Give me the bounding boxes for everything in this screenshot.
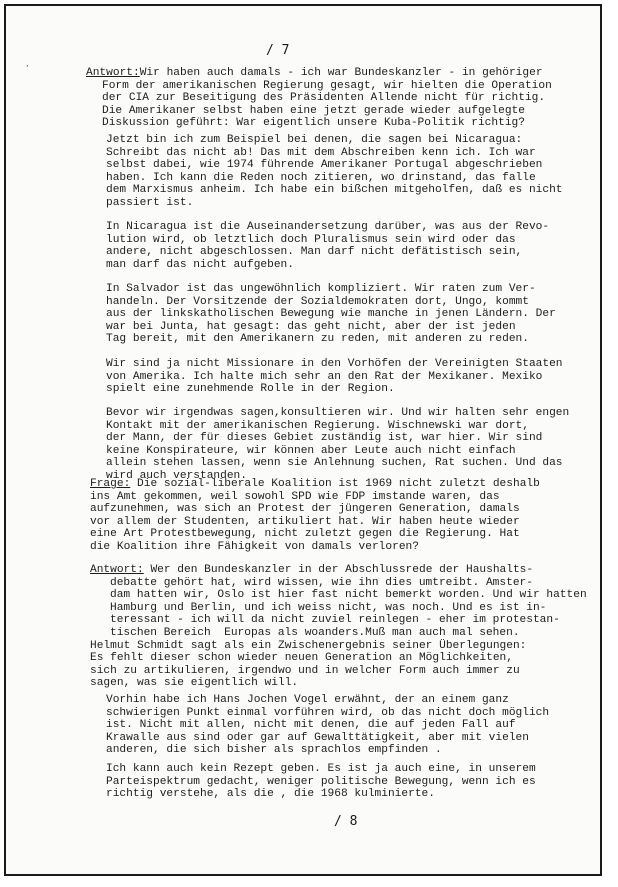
text-line: In Salvador ist das ungewöhnlich kompliziert. Wir raten zum Ver- xyxy=(106,283,536,295)
text-line: aus der linkskatholischen Bewegung wie manche in jenen Ländern. Der xyxy=(106,308,556,321)
text-line: Diskussion geführt: War eigentlich unsere Kuba-Politik richtig? xyxy=(102,117,525,130)
text-line: richtig verstehe, als die , die 1968 kulminierte. xyxy=(106,788,435,801)
page-edge xyxy=(602,0,618,887)
text-line: ist. Nicht mit allen, nicht mit denen, die auf jeden Fall auf xyxy=(106,719,516,732)
text-line: sagen, was sie eigentlich will. xyxy=(90,677,299,690)
text-paragraph xyxy=(106,134,563,210)
text-line: Krawalle aus sind oder gar auf Gewalttätigkeit, aber mit vielen xyxy=(106,731,529,744)
text-line: Schreibt das nicht ab! Das mit dem Abschreiben kenn ich. Ich war xyxy=(106,146,536,159)
text-line: spielt eine zunehmende Rolle in der Region. xyxy=(106,383,395,396)
text-line: Vorhin habe ich Hans Jochen Vogel erwähnt, der an einem ganz xyxy=(106,694,509,706)
text-line: Kontakt mit der amerikanischen Regierung. Wischnewski war dort, xyxy=(106,419,529,432)
text-paragraph xyxy=(106,283,556,346)
text-line: eine Art Protestbewegung, nicht zuletzt gegen die Regierung. Hat xyxy=(90,528,520,541)
text-line: Wir sind ja nicht Missionare in den Vorhöfen der Vereinigten Staaten xyxy=(106,358,563,370)
text-line: wird auch verstanden. xyxy=(106,469,247,482)
text-line: man darf das nicht aufgeben. xyxy=(106,258,294,271)
text-line: Bevor wir irgendwas sagen,konsultieren wir. Und wir halten sehr engen xyxy=(106,407,570,419)
text-line: keine Konspirateure, wir können aber Leute auch nicht einfach xyxy=(106,444,516,457)
text-line: Ich kann auch kein Rezept geben. Es ist ja auch eine, in unserem xyxy=(106,763,536,775)
text-line: In Nicaragua ist die Auseinandersetzung darüber, was aus der Revo- xyxy=(106,221,550,233)
text-paragraph xyxy=(106,407,569,483)
question-label: Frage: xyxy=(90,478,131,490)
text-line: ins Amt gekommen, weil sowohl SPD wie FDP imstande waren, das xyxy=(90,490,500,503)
text-line: andere, nicht abgeschlossen. Man darf nicht defätistisch sein, xyxy=(106,246,523,259)
text-line: die Koalition ihre Fähigkeit von damals verloren? xyxy=(90,540,419,553)
text-line: teressant - ich will da nicht zuviel reinlegen - eher im protestan- xyxy=(110,614,560,627)
text-line: der Mann, der für dieses Gebiet zuständig ist, war hier. Wir sind xyxy=(106,432,543,445)
text-line: allein stehen lassen, wenn sie Anlehnung suchen, Rat suchen. Und das xyxy=(106,457,563,470)
text-line: Hamburg und Berlin, und ich weiss nicht, was noch. Und es ist in- xyxy=(110,601,547,614)
text-line: Die Amerikaner selbst haben eine jetzt gerade wieder aufgelegte xyxy=(102,104,525,117)
answer-label: Antwort: xyxy=(90,564,144,576)
text-line: Wir haben auch damals - ich war Bundeskanzler - in gehöriger xyxy=(139,67,543,79)
text-line: lution wird, ob letztlich doch Pluralismus sein wird oder das xyxy=(106,233,516,246)
answer-paragraph-1 xyxy=(86,67,552,130)
text-line: Helmut Schmidt sagt als ein Zwischenergebnis seiner Überlegungen: xyxy=(90,639,527,652)
question-paragraph xyxy=(90,478,540,554)
text-line: dam hatten wir, Oslo ist hier fast nicht bemerkt worden. Und wir hatten xyxy=(110,589,587,602)
text-line: war bei Junta, hat gesagt: das geht nicht, aber der ist jeden xyxy=(106,320,516,333)
text-line: anderen, die sich bisher als sprachlos empfinden . xyxy=(106,744,442,757)
text-line: passiert ist. xyxy=(106,196,194,209)
text-line: schwierigen Punkt einmal vorführen wird, ob das nicht doch möglich xyxy=(106,706,550,719)
text-line: dem Marxismus anheim. Ich habe ein bißchen mitgeholfen, daß es nicht xyxy=(106,184,563,197)
answer-paragraph-2 xyxy=(90,564,587,690)
text-line: sich zu artikulieren, irgendwo und in welcher Form auch immer zu xyxy=(90,664,520,677)
page-number-bottom: / 8 xyxy=(334,814,358,829)
text-line: tischen Bereich Europas als woanders.Muß man auch mal sehen. xyxy=(110,626,520,639)
text-line: aufzunehmen, was sich an Protest der jüngeren Generation, damals xyxy=(90,503,520,516)
text-paragraph xyxy=(106,358,563,396)
text-line: haben. Ich kann die Reden noch zitieren, wo drinstand, das falle xyxy=(106,171,536,184)
text-line: von Amerika. Ich halte mich sehr an den Rat der Mexikaner. Mexiko xyxy=(106,370,543,383)
text-paragraph xyxy=(106,763,536,801)
text-paragraph xyxy=(106,221,549,271)
text-line: handeln. Der Vorsitzende der Sozialdemokraten dort, Ungo, kommt xyxy=(106,295,529,308)
text-line: Parteispektrum gedacht, weniger politische Bewegung, wenn ich es xyxy=(106,775,536,788)
text-line: Tag bereit, mit den Amerikanern zu reden, mit anderen zu reden. xyxy=(106,333,529,346)
page-number-top: / 7 xyxy=(266,43,290,58)
text-line: vor allem der Studenten, artikuliert hat. Wir haben heute wieder xyxy=(90,515,520,528)
text-line: Wer den Bundeskanzler in der Abschlussrede der Haushalts- xyxy=(150,564,534,576)
margin-mark: ’ xyxy=(26,64,29,73)
text-paragraph xyxy=(106,694,549,757)
text-line: Form der amerikanischen Regierung gesagt, wir hielten die Operation xyxy=(102,79,552,92)
text-line: Die sozial-liberale Koalition ist 1969 nicht zuletzt deshalb xyxy=(137,478,540,490)
answer-label: Antwort: xyxy=(86,67,140,79)
text-line: selbst dabei, wie 1974 führende Amerikaner Portugal abgeschrieben xyxy=(106,159,543,172)
text-line: der CIA zur Beseitigung des Präsidenten Allende nicht für richtig. xyxy=(102,92,546,105)
text-line: Jetzt bin ich zum Beispiel bei denen, die sagen bei Nicaragua: xyxy=(106,134,523,146)
text-line: debatte gehört hat, wird wissen, wie ihn dies umtreibt. Amster- xyxy=(110,576,533,589)
text-line: Es fehlt dieser schon wieder neuen Generation an Möglichkeiten, xyxy=(90,652,513,665)
